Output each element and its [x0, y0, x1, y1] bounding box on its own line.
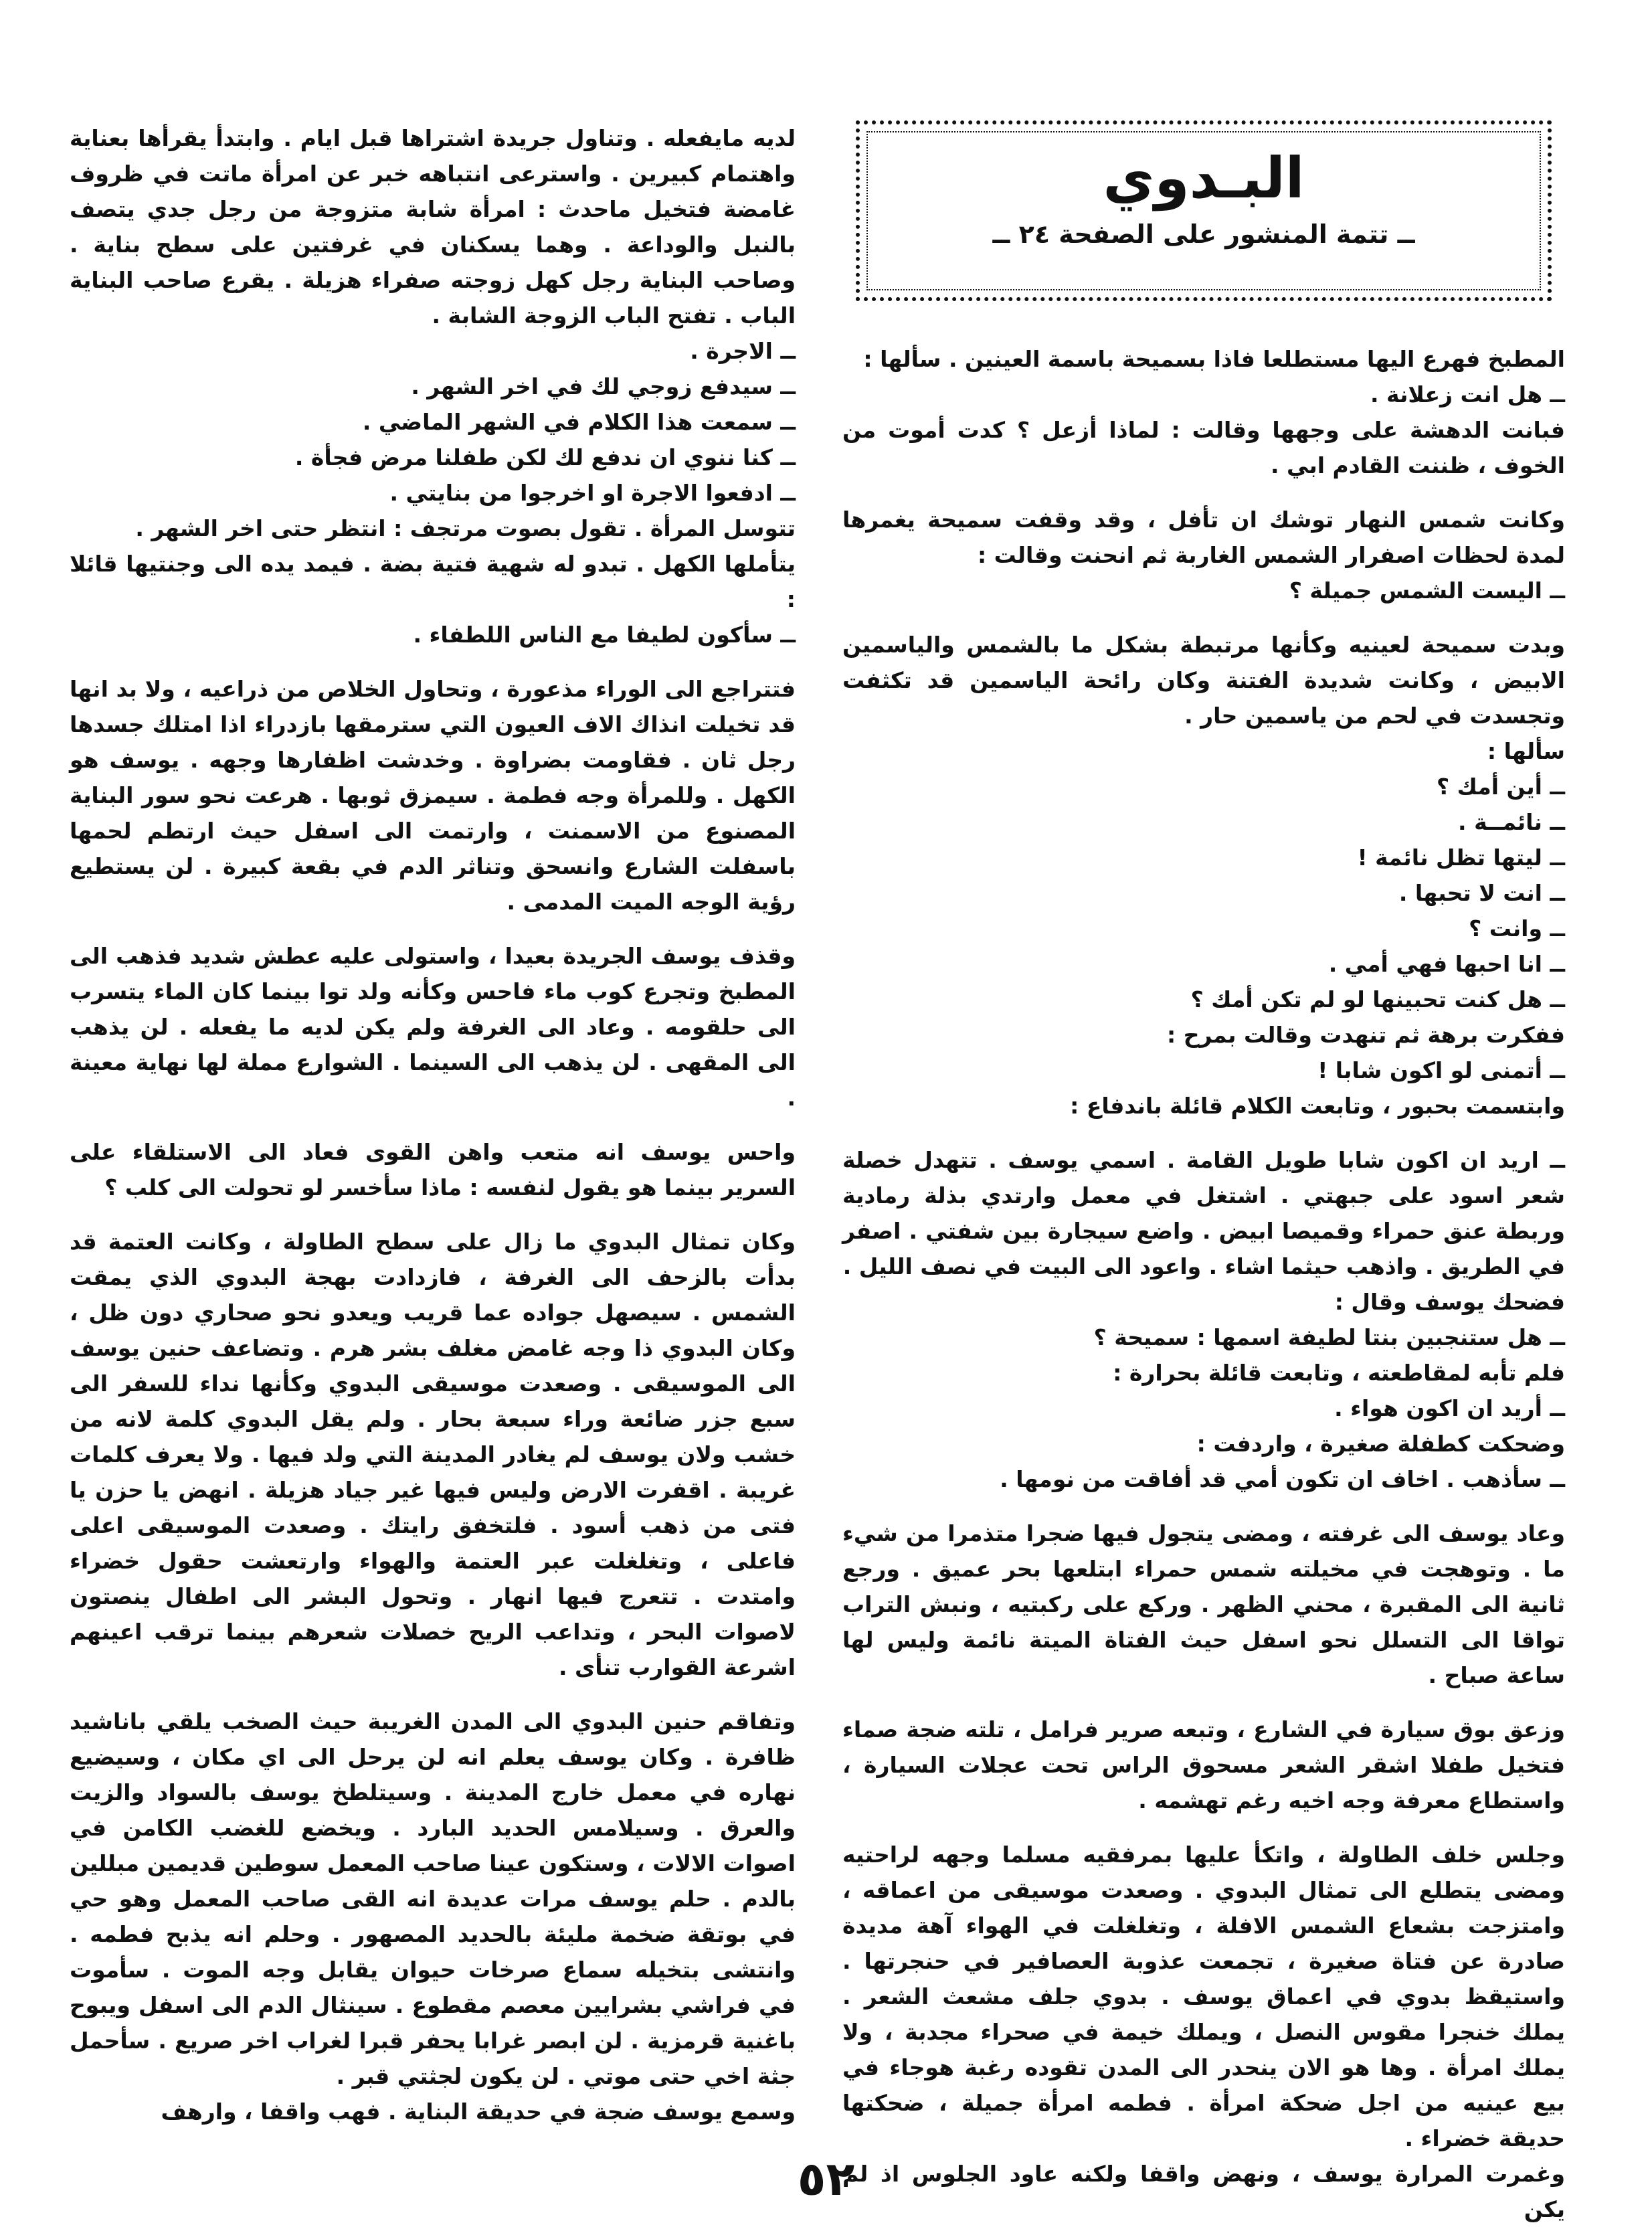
- paragraph: وضحكت كطفلة صغيرة ، واردفت :: [1196, 1431, 1565, 1457]
- paragraph: واحس يوسف انه متعب واهن القوى فعاد الى الاستلقاء على السرير بينما هو يقول لنفسه : ماذا سأخسر لو تحولت الى كلب ؟: [70, 1139, 796, 1200]
- title-box: [856, 120, 1552, 301]
- paragraph: ــ انا احبها فهي أمي .: [1328, 951, 1565, 977]
- paragraph: ــ اريد ان اكون شابا طويل القامة . اسمي يوسف . تتهدل خصلة شعر اسود على جبهتي . اشتغل في معمل وارتدي بذلة رمادية وربطة عنق حمراء وقميصا ابيض . واضع سيجارة بين شفتي . اصفر في الطريق . واذهب حيثما اشاء . واعود الى البيت في نصف الليل .: [842, 1147, 1565, 1279]
- paragraph: ــ سيدفع زوجي لك في اخر الشهر .: [411, 373, 796, 399]
- paragraph: وتفاقم حنين البدوي الى المدن الغريبة حيث الصخب يلقي باناشيد ظافرة . وكان يوسف يعلم انه لن يرحل الى اي مكان ، وسيضيع نهاره في معمل خارج المدينة . وسيتلطخ يوسف بالسواد والزيت والعرق . وسيلامس الحديد البارد . ويخضع للغضب الكامن في اصوات الالات ، وستكون عينا صاحب المعمل سوطين قديمين مبللين بالدم . حلم يوسف مرات عديدة انه القى صاحب المعمل وهو حي في بوتقة ضخمة مليئة بالحديد المصهور . وحلم انه يذبح فطمه . وانتشى بتخيله سماع صرخات حيوان يقابل وجه الموت . سأموت في فراشي بشرايين معصم مقطوع . سينثال الدم الى اسفل ويبوح باغنية قرمزية . لن ابصر غرابا يحفر قبرا لغراب اخر صريع . سأحمل جثة اخي حتى موتي . لن يكون لجثتي قبر .: [70, 1708, 796, 2089]
- paragraph: ــ سأذهب . اخاف ان تكون أمي قد أفاقت من نومها .: [1000, 1466, 1565, 1492]
- paragraph: ــ أريد ان اكون هواء .: [1334, 1395, 1565, 1421]
- paragraph: وكان تمثال البدوي ما زال على سطح الطاولة ، وكانت العتمة قد بدأت بالزحف الى الغرفة ، فازدادت بهجة البدوي الذي يمقت الشمس . سيصهل جواده عما قريب ويعدو نحو صحاري دون ظل ، وكان البدوي ذا وجه غامض مغلف بشر هرم . وتضاعف حنين يوسف الى الموسيقى . وصعدت موسيقى البدوي وكأنها نداء للسفر الى سبع جزر ضائعة وراء سبعة بحار . ولم يقل البدوي كلمة لانه من خشب ولان يوسف لم يغادر المدينة التي ولد فيها . ولا يعرف كلمات غريبة . اقفرت الارض وليس فيها غير جياد هزيلة . انهض يا حزن يا فتى من ذهب أسود . فلتخفق رايتك . وصعدت الموسيقى اعلى فاعلى ، وتغلغلت عبر العتمة والهواء وارتعشت حقول خضراء وامتدت . تتعرج فيها انهار . وتحول البشر الى اطفال ينصتون لاصوات البحر ، وتداعب الريح خصلات شعرهم بينما ترقب اعينهم اشرعة القوارب تنأى .: [70, 1229, 796, 1680]
- paragraph: ــ هل انت زعلانة .: [1370, 381, 1565, 408]
- paragraph: وابتسمت بحبور ، وتابعت الكلام قائلة باندفاع :: [1070, 1093, 1565, 1119]
- paragraph: وجلس خلف الطاولة ، واتكأ عليها بمرفقيه مسلما وجهه لراحتيه ومضى يتطلع الى تمثال البدوي . وصعدت موسيقى من اعماقه ، وامتزجت بشعاع الشمس الافلة ، وتغلغلت في الهواء آهة مديدة صادرة عن فتاة صغيرة ، تجمعت عذوبة العصافير في حنجرتها . واستيقظ بدوي في اعماق يوسف . بدوي جلف مشعث الشعر . يملك خنجرا مقوس النصل ، ويملك خيمة في صحراء مجدبة ، ولا يملك امرأة . وها هو الان ينحدر الى المدن تقوده رغبة هوجاء في بيع عينيه من اجل ضحكة امرأة . فطمه امرأة جميلة ، ضحكتها حديقة خضراء .: [842, 1842, 1565, 2151]
- paragraph: ــ هل كنت تحبينها لو لم تكن أمك ؟: [1190, 986, 1565, 1012]
- paragraph: تتوسل المرأة . تقول بصوت مرتجف : انتظر حتى اخر الشهر .: [135, 515, 796, 541]
- continuation-note: ــ تتمة المنشور على الصفحة ٢٤ ــ: [992, 219, 1415, 250]
- paragraph: ــ وانت ؟: [1469, 915, 1565, 942]
- right-column: [842, 120, 1565, 2227]
- paragraph: ــ أين أمك ؟: [1436, 774, 1565, 800]
- paragraph: فبانت الدهشة على وجهها وقالت : لماذا أزعل ؟ كدت أموت من الخوف ، ظننت القادم ابي .: [842, 417, 1565, 478]
- paragraph: وسمع يوسف ضجة في حديقة البناية . فهب واقفا ، وارهف: [161, 2099, 796, 2125]
- paragraph: ففكرت برهة ثم تنهدت وقالت بمرح :: [1167, 1022, 1565, 1048]
- paragraph: وكانت شمس النهار توشك ان تأفل ، وقد وقفت سميحة يغمرها لمدة لحظات اصفرار الشمس الغاربة ثم انحنت وقالت :: [842, 507, 1565, 568]
- paragraph: ــ ادفعوا الاجرة او اخرجوا من بنايتي .: [389, 480, 796, 506]
- paragraph: فلم تأبه لمقاطعته ، وتابعت قائلة بحرارة :: [1113, 1360, 1565, 1386]
- paragraph: وعاد يوسف الى غرفته ، ومضى يتجول فيها ضجرا متذمرا من شيء ما . وتوهجت في مخيلته شمس حمراء ابتلعها بحر عميق . ورجع ثانية الى المقبرة ، محني الظهر . وركع على ركبتيه ، ونبش التراب تواقا الى التسلل نحو اسفل حيث الفتاة الميتة نائمة وليس لها ساعة صباح .: [842, 1520, 1565, 1688]
- page-number: ٥٢: [797, 2151, 855, 2206]
- paragraph: ــ أتمنى لو اكون شابا !: [1317, 1057, 1565, 1083]
- paragraph: وزعق بوق سيارة في الشارع ، وتبعه صرير فرامل ، تلته ضجة صماء فتخيل طفلا اشقر الشعر مسحوق الراس تحت عجلات السيارة ، واستطاع معرفة وجه اخيه رغم تهشمه .: [842, 1716, 1565, 1813]
- story-title: البـدوي: [1103, 145, 1305, 211]
- paragraph: ــ سمعت هذا الكلام في الشهر الماضي .: [362, 409, 796, 435]
- paragraph: ــ ليتها تظل نائمة !: [1357, 844, 1565, 871]
- paragraph: فتتراجع الى الوراء مذعورة ، وتحاول الخلاص من ذراعيه ، ولا بد انها قد تخيلت انذاك الاف العيون التي سترمقها بازدراء اذا امتلك جسدها رجل ثان . فقاومت بضراوة . وخدشت اظفارها وجهه . يوسف هو الكهل . وللمرأة وجه فطمة . سيمزق ثوبها . هرعت نحو سور البناية المصنوع من الاسمنت ، وارتمت الى اسفل حيث ارتطم لحمها باسفلت الشارع وانسحق وتناثر الدم في بقعة كبيرة . لن يستطيع رؤية الوجه الميت المدمى .: [70, 676, 796, 915]
- paragraph: ــ سأكون لطيفا مع الناس اللطفاء .: [413, 622, 796, 648]
- paragraph: فضحك يوسف وقال :: [1334, 1289, 1565, 1315]
- paragraph: ــ هل ستنجبين بنتا لطيفة اسمها : سميحة ؟: [1093, 1324, 1565, 1350]
- paragraph: ــ نائمــة .: [1458, 809, 1565, 835]
- paragraph: سألها :: [1487, 738, 1565, 764]
- paragraph: ــ كنا ننوي ان ندفع لك لكن طفلنا مرض فجأة .: [294, 444, 796, 470]
- paragraph: ــ الاجرة .: [690, 338, 796, 364]
- paragraph: وغمرت المرارة يوسف ، ونهض واقفا ولكنه عاود الجلوس اذ لم يكن: [842, 2161, 1565, 2222]
- paragraph: ــ اليست الشمس جميلة ؟: [1289, 577, 1565, 604]
- paragraph: وقذف يوسف الجريدة بعيدا ، واستولى عليه عطش شديد فذهب الى المطبخ وتجرع كوب ماء فاحس وكأنه ولد توا بينما كان الماء يتسرب الى حلقومه . وعاد الى الغرفة ولم يكن لديه ما يفعله . لن يذهب الى المقهى . لن يذهب الى السينما . الشوارع مملة لها نهاية معينة .: [70, 943, 796, 1111]
- left-column: [70, 120, 796, 2129]
- paragraph: يتأملها الكهل . تبدو له شهية فتية بضة . فيمد يده الى وجنتيها قائلا :: [70, 551, 796, 612]
- left-column-text: [70, 120, 796, 2129]
- paragraph: لديه مايفعله . وتناول جريدة اشتراها قبل ايام . وابتدأ يقرأها بعناية واهتمام كبيرين . واسترعى انتباهه خبر عن امرأة ماتت في ظروف غامضة فتخيل ماحدث : امرأة شابة متزوجة من رجل جدي يتصف بالنبل والوداعة . وهما يسكنان في غرفتين على سطح بناية . وصاحب البناية رجل كهل زوجته صفراء هزيلة . يقرع صاحب البناية الباب . تفتح الباب الزوجة الشابة .: [70, 125, 796, 329]
- paragraph: المطبخ فهرع اليها مستطلعا فاذا بسميحة باسمة العينين . سألها :: [863, 346, 1565, 372]
- right-column-text: [842, 341, 1565, 2227]
- paragraph: وبدت سميحة لعينيه وكأنها مرتبطة بشكل ما بالشمس والياسمين الابيض ، وكانت شديدة الفتنة وكان رائحة الياسمين قد تكثفت وتجسدت في لحم من ياسمين حار .: [842, 632, 1565, 729]
- paragraph: ــ انت لا تحبها .: [1398, 880, 1565, 906]
